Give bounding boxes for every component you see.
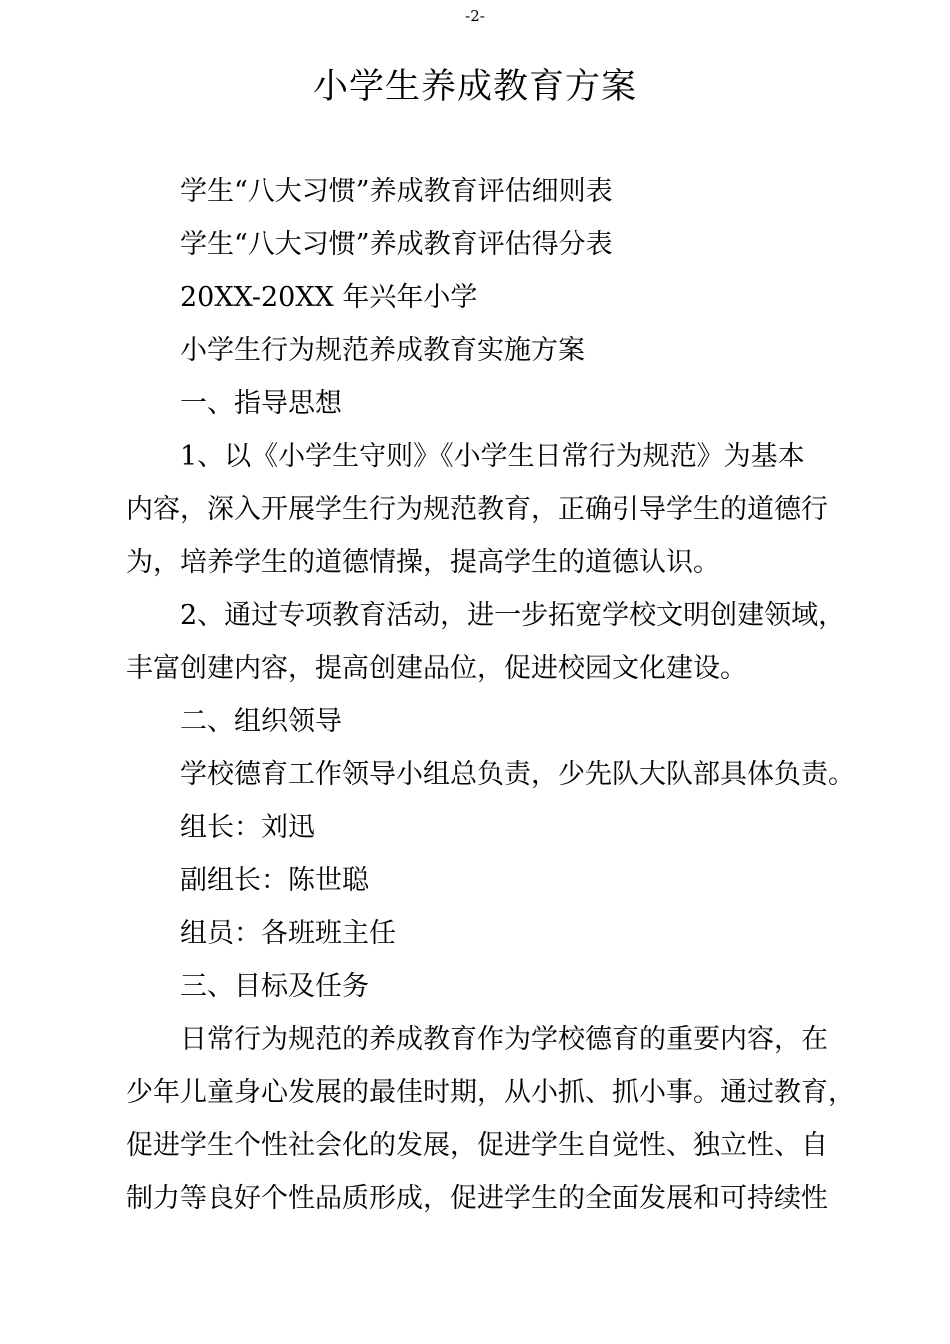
document-title: 小学生养成教育方案: [312, 67, 637, 107]
section-heading-guiding: 一、指导思想: [180, 388, 342, 419]
line-plan-title: 小学生行为规范养成教育实施方案: [180, 335, 585, 366]
page-number: -2-: [465, 7, 485, 25]
paragraph-line: 内容，深入开展学生行为规范教育，正确引导学生的道德行: [126, 494, 828, 525]
line-evaluation-details: 学生“八大习惯”养成教育评估细则表: [180, 176, 613, 207]
line-evaluation-scores: 学生“八大习惯”养成教育评估得分表: [180, 229, 613, 260]
paragraph-line: 少年儿童身心发展的最佳时期，从小抓、抓小事。通过教育，: [126, 1077, 855, 1108]
paragraph-line: 丰富创建内容，提高创建品位，促进校园文化建设。: [126, 653, 747, 684]
section-heading-organization: 二、组织领导: [180, 706, 342, 737]
section-heading-goals: 三、目标及任务: [180, 971, 369, 1002]
paragraph-line: 促进学生个性社会化的发展，促进学生自觉性、独立性、自: [126, 1130, 828, 1161]
line-school-year: 20XX-20XX 年兴年小学: [180, 282, 478, 313]
paragraph-line: 制力等良好个性品质形成，促进学生的全面发展和可持续性: [126, 1183, 828, 1214]
paragraph-line: 为，培养学生的道德情操，提高学生的道德认识。: [126, 547, 720, 578]
leader-line: 组长：刘迅: [180, 812, 315, 843]
paragraph-line: 2、通过专项教育活动，进一步拓宽学校文明创建领域，: [180, 600, 846, 631]
paragraph-line: 日常行为规范的养成教育作为学校德育的重要内容，在: [180, 1024, 828, 1055]
paragraph-line: 1、以《小学生守则》《小学生日常行为规范》为基本: [180, 441, 805, 472]
paragraph-line: 学校德育工作领导小组总负责，少先队大队部具体负责。: [180, 759, 855, 790]
members-line: 组员：各班班主任: [180, 918, 396, 949]
deputy-leader-line: 副组长：陈世聪: [180, 865, 369, 896]
